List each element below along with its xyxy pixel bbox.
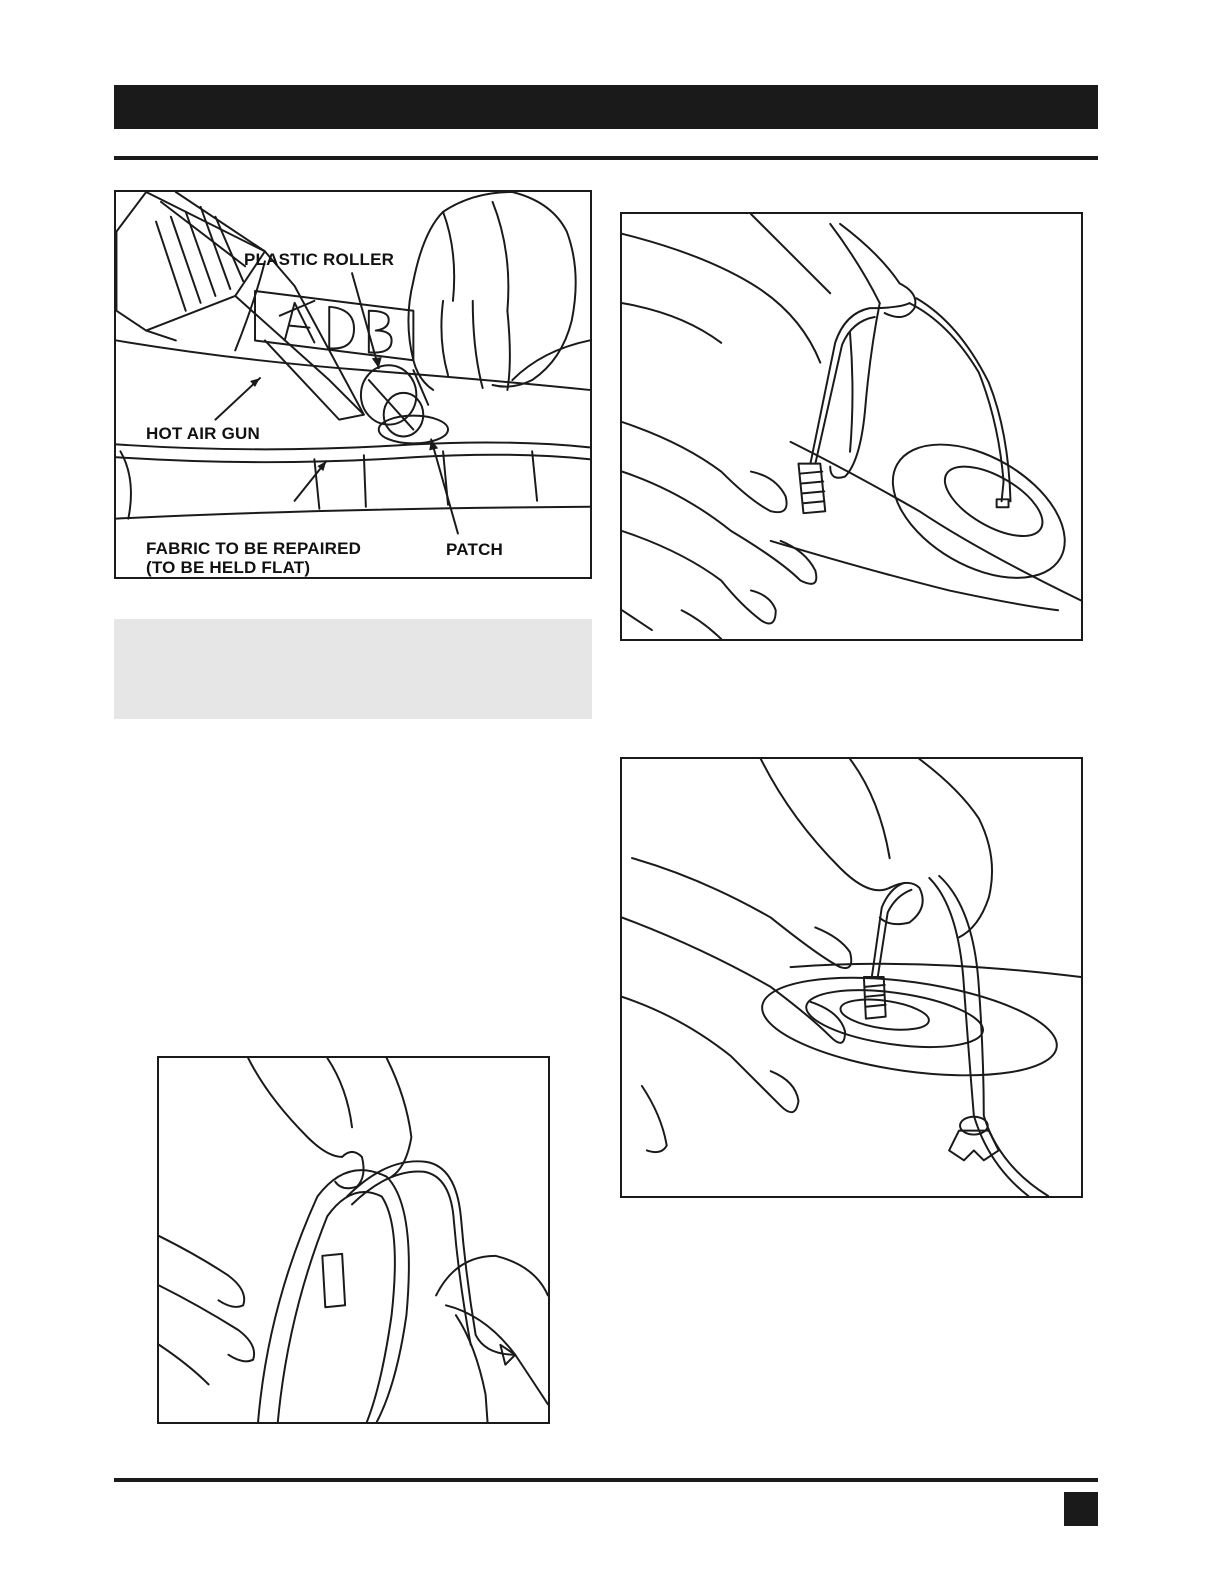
- cord-pull-drawing: [159, 1058, 548, 1422]
- valve-insertion-illustration: [620, 212, 1083, 641]
- valve-insertion-drawing: [622, 214, 1081, 639]
- valve-seating-illustration: [620, 757, 1083, 1198]
- patch-repair-illustration: [114, 190, 592, 579]
- footer-rule: [114, 1478, 1098, 1482]
- fabric-label-line2: (TO BE HELD FLAT): [146, 558, 311, 577]
- page-marker-block: [1064, 1492, 1098, 1526]
- valve-seating-drawing: [622, 759, 1081, 1196]
- shaded-callout-box: [114, 619, 592, 719]
- plastic-roller-label: PLASTIC ROLLER: [244, 250, 395, 269]
- hot-air-gun-label: HOT AIR GUN: [146, 424, 260, 443]
- fabric-label-line1: FABRIC TO BE REPAIRED: [146, 539, 362, 558]
- header-bar: [114, 85, 1098, 129]
- header-rule: [114, 156, 1098, 160]
- patch-label: PATCH: [446, 540, 504, 559]
- cord-pull-illustration: [157, 1056, 550, 1424]
